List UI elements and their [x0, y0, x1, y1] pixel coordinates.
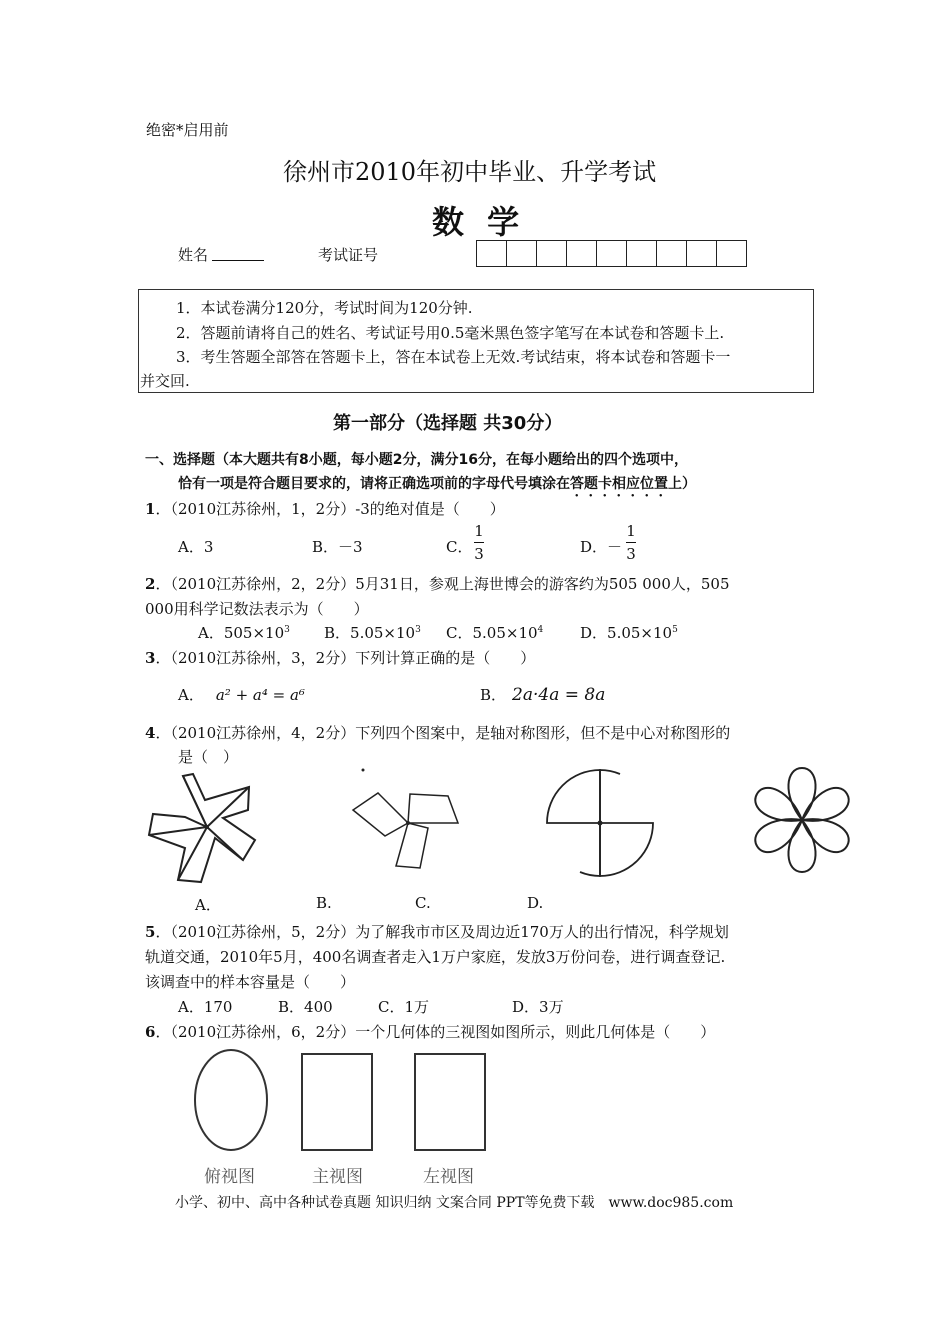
q3-number: 3 [145, 649, 156, 667]
q2-c-text: C．5.05×10 [446, 624, 538, 642]
q2-b-exp: 3 [415, 625, 421, 635]
q2-c-exp: 4 [537, 625, 544, 635]
q5-stem-1 [145, 921, 729, 942]
id-box[interactable] [567, 241, 597, 266]
name-underline[interactable] [212, 260, 264, 261]
id-box[interactable] [597, 241, 627, 266]
q6-label-top-view: 俯视图 [204, 1167, 255, 1187]
notice-line-2: 2．答题前请将自己的姓名、考试证号用0.5毫米黑色签字笔写在本试卷和答题卡上. [176, 324, 725, 342]
frac-den: 3 [474, 545, 484, 563]
id-box[interactable] [657, 241, 687, 266]
q5-option-b: B．400 [278, 998, 333, 1016]
q2-stem-2: 000用科学记数法表示为（ ） [145, 600, 369, 618]
q6-label-front-view: 主视图 [312, 1167, 363, 1187]
q2-a-text: A．505×10 [198, 624, 285, 642]
id-box[interactable] [687, 241, 717, 266]
q5-stem-2: 轨道交通，2010年5月，400名调查者走入1万户家庭，发放3万份问卷，进行调查登记. [145, 948, 726, 966]
q4-stem-2: 是（ ） [178, 748, 239, 766]
id-box[interactable] [717, 241, 746, 266]
q2-b-text: B．5.05×10 [324, 624, 416, 642]
q2-text: ．（2010江苏徐州，2，2分）5月31日，参观上海世博会的游客约为505 000人，505 [155, 575, 730, 593]
q2-d-text: D．5.05×10 [580, 624, 673, 642]
q2-option-b [324, 622, 421, 643]
id-label: 考试证号 [318, 246, 379, 264]
q3-b-expr: 2a·4a = 8a [512, 685, 606, 705]
id-box[interactable] [537, 241, 567, 266]
q2-stem-1 [145, 573, 730, 594]
q4-number: 4 [145, 724, 156, 742]
q3-option-a [178, 684, 305, 705]
q4-figure-a [145, 770, 260, 885]
q2-d-exp: 5 [672, 625, 678, 635]
q6-text: ．（2010江苏徐州，6，2分）一个几何体的三视图如图所示，则此几何体是（ ） [155, 1023, 716, 1041]
q3-option-b [480, 684, 605, 705]
intro-text: 恰有一项是符合题目要求的，请将正确选项前的字母代号填涂在 [178, 476, 570, 492]
q2-number: 2 [145, 575, 156, 593]
id-box[interactable] [627, 241, 657, 266]
notice-line-1: 1．本试卷满分120分，考试时间为120分钟. [176, 299, 473, 317]
q4-label-b: B. [316, 894, 332, 912]
q1-text: ．（2010江苏徐州，1，2分）-3的绝对值是（ ） [155, 500, 505, 518]
q1-stem [145, 498, 505, 519]
footer-text: 小学、初中、高中各种试卷真题 知识归纳 文案合同 PPT等免费下载 www.doc985.com [175, 1195, 734, 1211]
subject-title: 数 学 [432, 203, 526, 241]
q4-figure-b [348, 768, 463, 878]
q1-option-b: B．－3 [312, 538, 363, 556]
secret-label: 绝密*启用前 [146, 121, 229, 139]
q3-text: ．（2010江苏徐州，3，2分）下列计算正确的是（ ） [155, 649, 536, 667]
q6-side-view-rect [414, 1053, 486, 1151]
q4-label-c: C. [415, 894, 431, 912]
q2-option-d [580, 622, 678, 643]
q3-b-label: B． [480, 686, 507, 704]
frac-den: 3 [626, 545, 636, 563]
q6-front-view-rect [301, 1053, 373, 1151]
q4-figure-c [545, 768, 660, 883]
q4-text: ．（2010江苏徐州，4，2分）下列四个图案中，是轴对称图形，但不是中心对称图形的 [155, 724, 731, 742]
intro-emphasis: 答题卡相应位置 [570, 476, 668, 492]
q6-number: 6 [145, 1023, 156, 1041]
q3-a-expr: a² + a⁴ = a⁶ [215, 686, 305, 704]
q1-option-d: D．－ [580, 538, 623, 556]
frac-num: 1 [626, 522, 636, 540]
part1-intro-1: 一、选择题（本大题共有8小题，每小题2分，满分16分，在每小题给出的四个选项中， [145, 452, 688, 468]
q6-top-view-ellipse [192, 1048, 270, 1152]
name-label: 姓名 [178, 246, 209, 264]
id-number-boxes[interactable] [476, 240, 747, 267]
q5-option-a: A．170 [178, 998, 233, 1016]
q2-a-exp: 3 [284, 625, 290, 635]
q6-label-side-view: 左视图 [423, 1167, 474, 1187]
id-box[interactable] [507, 241, 537, 266]
q1-fraction-d [626, 522, 636, 563]
part1-intro-2 [178, 473, 696, 500]
q3-stem [145, 647, 535, 668]
notice-line-3-cont: 并交回. [140, 372, 190, 390]
q4-label-a: A． [195, 896, 221, 914]
exam-title: 徐州市2010年初中毕业、升学考试 [283, 158, 657, 186]
part1-title: 第一部分（选择题 共30分） [333, 413, 563, 434]
notice-line-3: 3．考生答题全部答在答题卡上，答在本试卷上无效.考试结束，将本试卷和答题卡一 [176, 348, 731, 366]
q1-fraction-c [474, 522, 484, 563]
q1-option-a: A．3 [178, 538, 214, 556]
q5-option-c: C．1万 [378, 998, 430, 1016]
q2-option-c [446, 622, 543, 643]
q4-stem-1 [145, 722, 730, 743]
q2-option-a [198, 622, 290, 643]
q4-label-d: D. [527, 894, 544, 912]
q5-option-d: D．3万 [512, 998, 564, 1016]
q5-number: 5 [145, 923, 156, 941]
q5-text: ．（2010江苏徐州，5，2分）为了解我市市区及周边近170万人的出行情况，科学规划 [155, 923, 729, 941]
q4-figure-d [750, 765, 855, 875]
id-box[interactable] [477, 241, 507, 266]
q5-stem-3: 该调查中的样本容量是（ ） [145, 973, 356, 991]
q1-number: 1 [145, 500, 156, 518]
q3-a-label: A． [178, 686, 204, 704]
q6-stem [145, 1021, 715, 1042]
intro-text-end: 上） [668, 476, 696, 492]
q1-option-c: C． [446, 538, 473, 556]
frac-num: 1 [474, 522, 484, 540]
